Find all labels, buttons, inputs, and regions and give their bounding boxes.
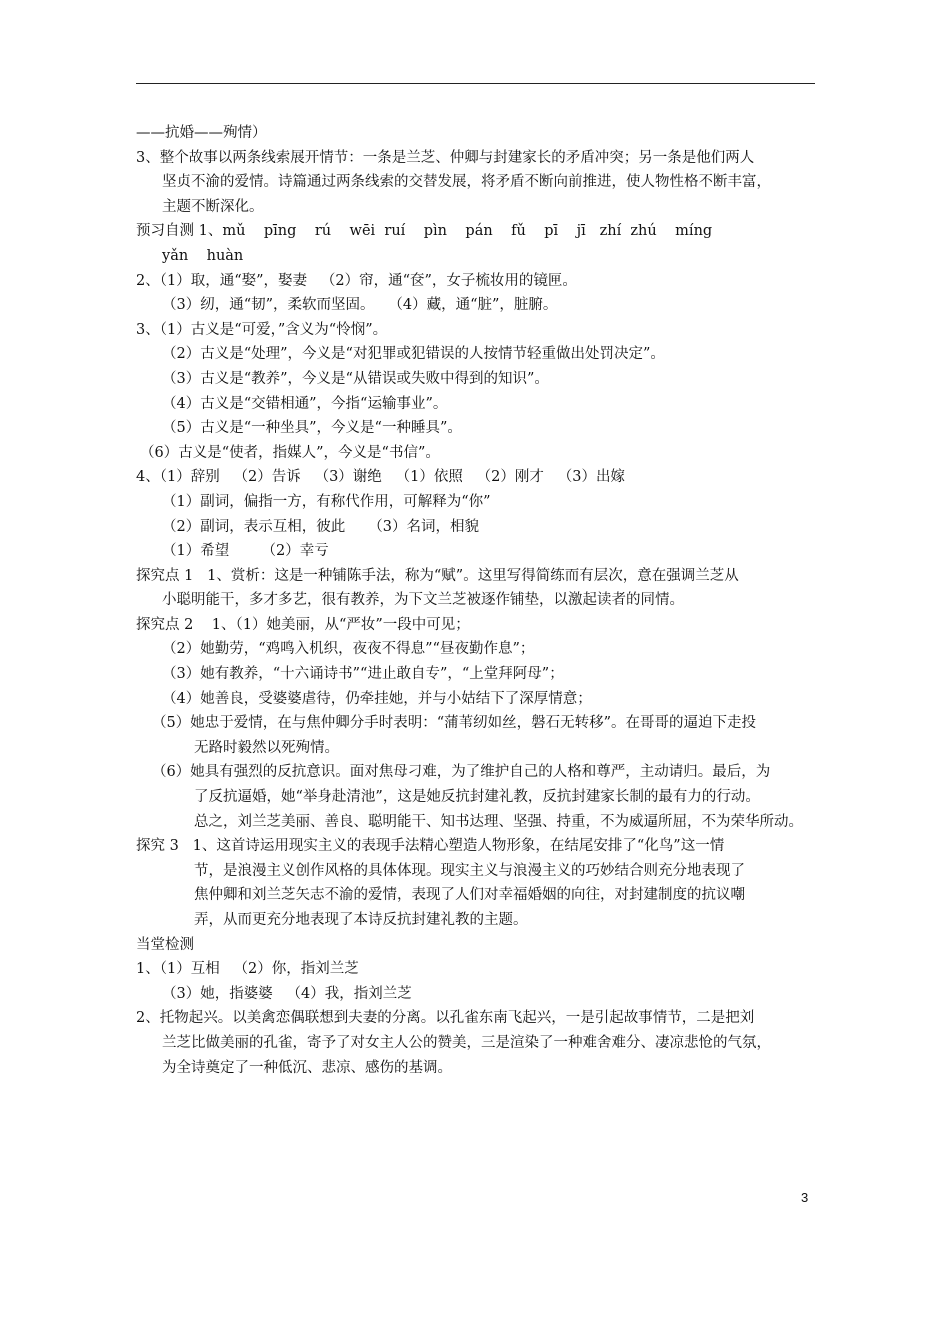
- text-line: （6）她具有强烈的反抗意识。面对焦母刁难，为了维护自己的人格和尊严，主动请归。最后，为: [152, 764, 771, 781]
- text-line: 1、（1）互相 （2）你，指刘兰芝: [136, 961, 359, 978]
- text-line: （3）她，指婆婆 （4）我，指刘兰芝: [162, 985, 412, 1002]
- text-line: （2）副词，表示互相，彼此 （3）名词，相貌: [162, 518, 479, 535]
- text-line: （5）她忠于爱情，在与焦仲卿分手时表明：“蒲苇纫如丝，磐石无转移”。在哥哥的逼迫下走投: [152, 715, 757, 732]
- text-line: 3、整个故事以两条线索展开情节：一条是兰芝、仲卿与封建家长的矛盾冲突；另一条是他们两人: [136, 149, 755, 166]
- text-line: 主题不断深化。: [162, 198, 264, 215]
- text-line: （4）古义是“交错相通”，今指“运输事业”。: [162, 395, 448, 412]
- text-line: 总之，刘兰芝美丽、善良、聪明能干、知书达理、坚强、持重，不为威逼所屈，不为荣华所动。: [194, 813, 803, 830]
- text-line: 3、（1）古义是“可爱，”含义为“怜悯”。: [136, 321, 388, 338]
- text-line: 探究点 1 1、赏析：这是一种铺陈手法，称为“赋”。这里写得简练而有层次，意在强调兰芝从: [136, 567, 739, 584]
- text-line: 探究点 2 1、（1）她美丽，从“严妆”一段中可见；: [136, 616, 470, 633]
- text-line: yǎn huàn: [162, 247, 244, 264]
- text-line: （4）她善良，受婆婆虐待，仍牵挂她，并与小姑结下了深厚情意；: [162, 690, 592, 707]
- text-line: 兰芝比做美丽的孔雀，寄予了对女主人公的赞美，三是渲染了一种难舍难分、凄凉悲怆的气氛，: [162, 1034, 771, 1051]
- text-line: 小聪明能干，多才多艺，很有教养，为下文兰芝被逐作铺垫，以激起读者的同情。: [162, 592, 684, 609]
- text-line: （6）古义是“使者，指媒人”，今义是“书信”。: [140, 444, 440, 461]
- text-line: 2、托物起兴。以美禽恋偶联想到夫妻的分离。以孔雀东南飞起兴，一是引起故事情节，二是把刘: [136, 1010, 755, 1027]
- text-line: （1）希望 （2）幸亏: [162, 543, 329, 560]
- text-line: （3）纫，通“韧”，柔软而坚固。 （4）藏，通“脏”，脏腑。: [162, 297, 558, 314]
- text-line: 当堂检测: [136, 936, 194, 953]
- text-line: （1）副词，偏指一方，有称代作用，可解释为“你”: [162, 493, 491, 510]
- text-line: （3）古义是“教养”，今义是“从错误或失败中得到的知识”。: [162, 370, 549, 387]
- text-line: 无路时毅然以死殉情。: [194, 739, 339, 756]
- text-line: 弄，从而更充分地表现了本诗反抗封建礼教的主题。: [194, 912, 528, 928]
- text-line: 探究 3 1、这首诗运用现实主义的表现手法精心塑造人物形象，在结尾安排了“化鸟”这一情: [136, 838, 725, 855]
- text-line: 焦仲卿和刘兰芝矢志不渝的爱情，表现了人们对幸福婚姻的向往，对封建制度的抗议嘲: [194, 887, 745, 904]
- text-line: 节，是浪漫主义创作风格的具体体现。现实主义与浪漫主义的巧妙结合则充分地表现了: [194, 862, 745, 879]
- page-number: 3: [801, 1190, 809, 1205]
- header-rule: [136, 83, 815, 84]
- page-body: [136, 121, 826, 1080]
- text-line: 坚贞不渝的爱情。诗篇通过两条线索的交替发展，将矛盾不断向前推进，使人物性格不断丰富，: [162, 174, 771, 191]
- text-line: （2）她勤劳，“鸡鸣入机织，夜夜不得息”“昼夜勤作息”；: [162, 641, 535, 658]
- text-line: 了反抗逼婚，她“举身赴清池”，这是她反抗封建礼教，反抗封建家长制的最有力的行动。: [194, 789, 760, 806]
- text-line: 预习自测 1、mǔ pīng rú wēi ruí pìn pán fǔ pī jī zhí zhú míng: [136, 223, 713, 240]
- text-line: （3）她有教养，“十六诵诗书”“进止敢自专”，“上堂拜阿母”；: [162, 666, 564, 683]
- text-line: （2）古义是“处理”，今义是“对犯罪或犯错误的人按情节轻重做出处罚决定”。: [162, 346, 665, 363]
- text-line: 为全诗奠定了一种低沉、悲凉、感伤的基调。: [162, 1059, 452, 1076]
- text-line: 4、（1）辞别 （2）告诉 （3）谢绝 （1）依照 （2）刚才 （3）出嫁: [136, 469, 625, 486]
- text-line: ——抗婚——殉情）: [136, 125, 267, 141]
- text-line: （5）古义是“一种坐具”，今义是“一种睡具”。: [162, 420, 462, 437]
- text-line: 2、（1）取，通“娶”，娶妻 （2）帘，通“奁”，女子梳妆用的镜匣。: [136, 272, 577, 289]
